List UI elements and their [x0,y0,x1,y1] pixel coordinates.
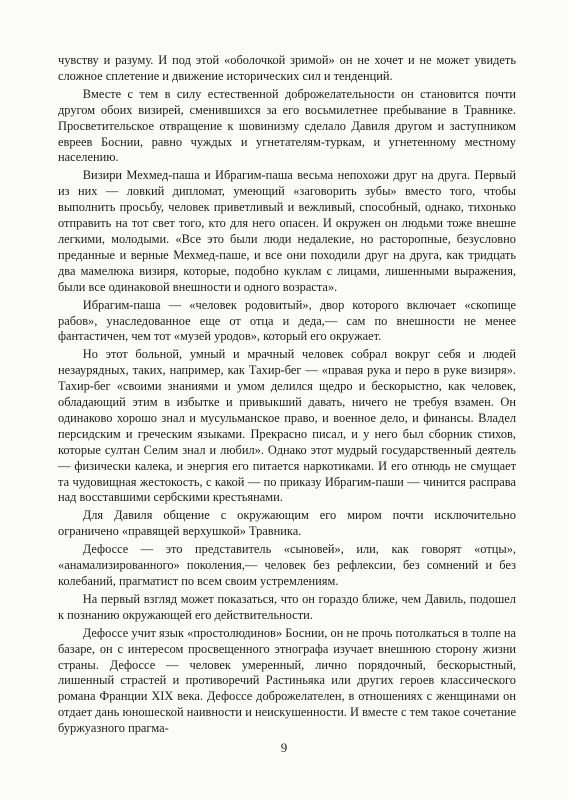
body-text [58,53,516,739]
paragraph-3: Визири Мехмед-паша и Ибрагим-паша весьма непохожи друг на друга. Первый из них — ловкий дипломат, умеющий «заговорить зубы» вместо того, чтобы выполнить просьбу, человек приветливый и вежливый, способный, однако, тихонько отправить на тот свет того, кто для него опасен. И окружен он людьми тоже внешне легкими, молодыми. «Все это были люди недалекие, но расторопные, безусловно преданные и верные Мехмед-паше, и все они походили друг на друга, как тридцать два мамелюка визиря, которые, подобно куклам с лицами, лишенными выражения, были все одинаковой внешности и одного возраста». [58,168,516,294]
paragraph-4: Ибрагим-паша — «человек родовитый», двор которого включает «скопище рабов», унаследованное еще от отца и деда,— сам по внешности не менее фантастичен, чем тот «музей уродов», который его окружает. [58,297,516,344]
paragraph-5: Но этот больной, умный и мрачный человек собрал вокруг себя и людей незаурядных, таких, например, как Тахир-бег — «правая рука и перо в руке визиря». Тахир-бег «своими знаниями и умом делился щедро и бескорыстно, как человек, обладающий этим в избытке и привыкший давать, ничего не требуя взамен. Он одинаково хорошо знал и мусульманское право, и военное дело, и финансы. Владел персидским и греческим языками. Прекрасно писал, и у него был сборник стихов, которые султан Селим знал и любил». Однако этот мудрый государственный деятель — физически калека, и энергия его питается наркотиками. И его отнюдь не смущает та чудовищная жестокость, с какой — по приказу Ибрагим-паши — чинится расправа над восставшими сербскими крестьянами. [58,347,516,505]
page-number: 9 [280,740,288,755]
paragraph-6: Для Давиля общение с окружающим его миром почти исключительно ограничено «правящей верхушкой» Травника. [58,508,516,539]
paragraph-2: Вместе с тем в силу естественной доброжелательности он становится почти другом обоих визирей, сменившихся за его восьмилетнее пребывание в Травнике. Просветительское отвращение к шовинизму сделало Давиля другом и заступником евреев Боснии, равно чуждых и угнетателям-туркам, и угнетенному местному населению. [58,86,516,165]
paragraph-1: чувству и разуму. И под этой «оболочкой зримой» он не хочет и не может увидеть сложное сплетение и движение исторических сил и тенденций. [58,53,516,83]
paragraph-7: Дефоссе — это представитель «сыновей», или, как говорят «отцы», «анамализированного» поколения,— человек без рефлексии, без сомнений и без колебаний, прагматист по всем своим устремлениям. [58,542,516,588]
paragraph-9: Дефоссе учит язык «простолюдинов» Боснии, он не прочь потолкаться в толпе на базаре, он с интересом просвещенного этнографа изучает внешнюю сторону жизни страны. Дефоссе — человек умеренный, лично порядочный, бескорыстный, лишенный страстей и противоречий Растиньяка или других героев классического романа Франции XIX века. Дефоссе доброжелателен, в отношениях с женщинами он отдает дань юношеской наивности и неискушенности. И вместе с тем такое сочетание буржуазного прагма- [58,625,516,736]
paragraph-8: На первый взгляд может показаться, что он гораздо ближе, чем Давиль, подошел к познанию окружающей его действительности. [58,591,516,622]
